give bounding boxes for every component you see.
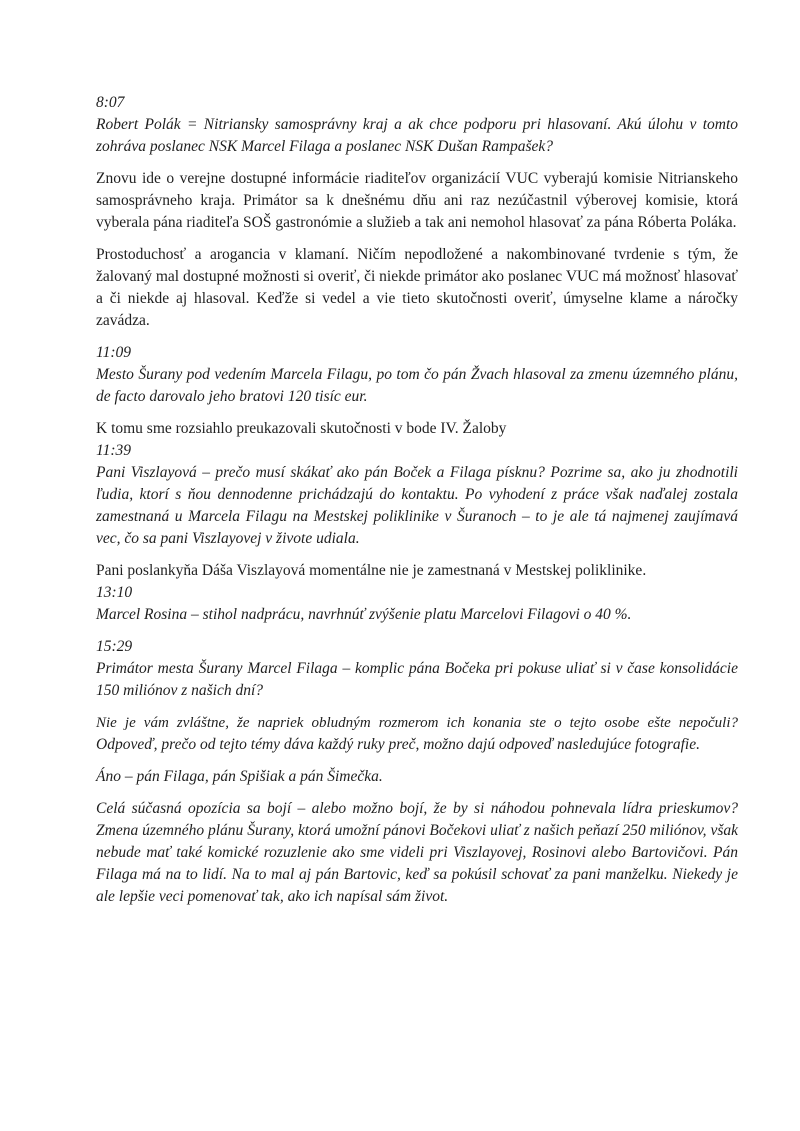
quote-paragraph: Marcel Rosina – stihol nadprácu, navrhnúť zvýšenie platu Marcelovi Filagovi o 40 %.: [96, 606, 632, 623]
timestamp: 8:07: [96, 94, 125, 111]
response-paragraph: Prostoduchosť a arogancia v klamaní. Ničím nepodložené a nakombinované tvrdenie s tým, že žalovaný mal dostupné možnosti si overiť, či niekde primátor ako poslanec VUC má možnosť hlasovať a či niekde aj hlasoval. Keďže si vedel a vie tieto skutočnosti overiť, úmyselne klame a náročky zavádza.: [96, 246, 738, 329]
response-paragraph: K tomu sme rozsiahlo preukazovali skutočnosti v bode IV. Žaloby: [96, 420, 507, 437]
timestamp: 11:39: [96, 442, 132, 459]
quote-paragraph: Robert Polák = Nitriansky samosprávny kraj a ak chce podporu pri hlasovaní. Akú úlohu v tomto zohráva poslanec NSK Marcel Filaga a poslanec NSK Dušan Rampašek?: [96, 116, 738, 155]
timestamp: 15:29: [96, 638, 133, 655]
timestamp: 11:09: [96, 344, 132, 361]
response-paragraph: Znovu ide o verejne dostupné informácie riaditeľov organizácií VUC vyberajú komisie Nitrianskeho samosprávneho kraja. Primátor sa k dnešnému dňu ani raz nezúčastnil výberovej komisie, ktorá vyberala pána riaditeľa SOŠ gastronómie a služieb a tak ani nemohol hlasovať za pána Róberta Poláka.: [96, 170, 738, 231]
quote-paragraph: Odpoveď, prečo od tejto témy dáva každý ruky preč, možno dajú odpoveď nasledujúce fotografie.: [96, 736, 700, 753]
timestamp: 13:10: [96, 584, 133, 601]
response-paragraph: Pani poslankyňa Dáša Viszlayová momentálne nie je zamestnaná v Mestskej poliklinike.: [96, 562, 647, 579]
quote-paragraph: Mesto Šurany pod vedením Marcela Filagu, po tom čo pán Žvach hlasoval za zmenu územného plánu, de facto darovalo jeho bratovi 120 tisíc eur.: [96, 366, 738, 405]
quote-paragraph: Primátor mesta Šurany Marcel Filaga – komplic pána Bočeka pri pokuse uliať si v čase konsolidácie 150 miliónov z našich dní?: [96, 660, 738, 699]
quote-paragraph: Nie je vám zvláštne, že napriek obludným rozmerom ich konania ste o tejto osobe ešte nepočuli?: [96, 715, 738, 731]
quote-paragraph: Celá súčasná opozícia sa bojí – alebo možno bojí, že by si náhodou pohnevala lídra prieskumov? Zmena územného plánu Šurany, ktorá umožní pánovi Bočekovi uliať z našich peňazí 250 miliónov, však nebude mať také komické rozuzlenie ako sme videli pri Viszlayovej, Rosinovi alebo Bartovičovi. Pán Filaga má na to lidí. Na to mal aj pán Bartovic, keď sa pokúsil schovať za pani manželku. Niekedy je ale lepšie veci pomenovať tak, ako ich napísal sám život.: [96, 800, 738, 905]
quote-paragraph: Pani Viszlayová – prečo musí skákať ako pán Boček a Filaga písknu? Pozrime sa, ako ju zhodnotili ľudia, ktorí s ňou dennodenne prichádzajú do kontaktu. Po vyhodení z práce však naďalej zostala zamestnaná u Marcela Filagu na Mestskej poliklinike v Šuranoch – to je ale tá najmenej zaujímavá vec, čo sa pani Viszlayovej v živote udiala.: [96, 464, 738, 547]
quote-paragraph: Áno – pán Filaga, pán Spišiak a pán Šimečka.: [96, 768, 383, 785]
